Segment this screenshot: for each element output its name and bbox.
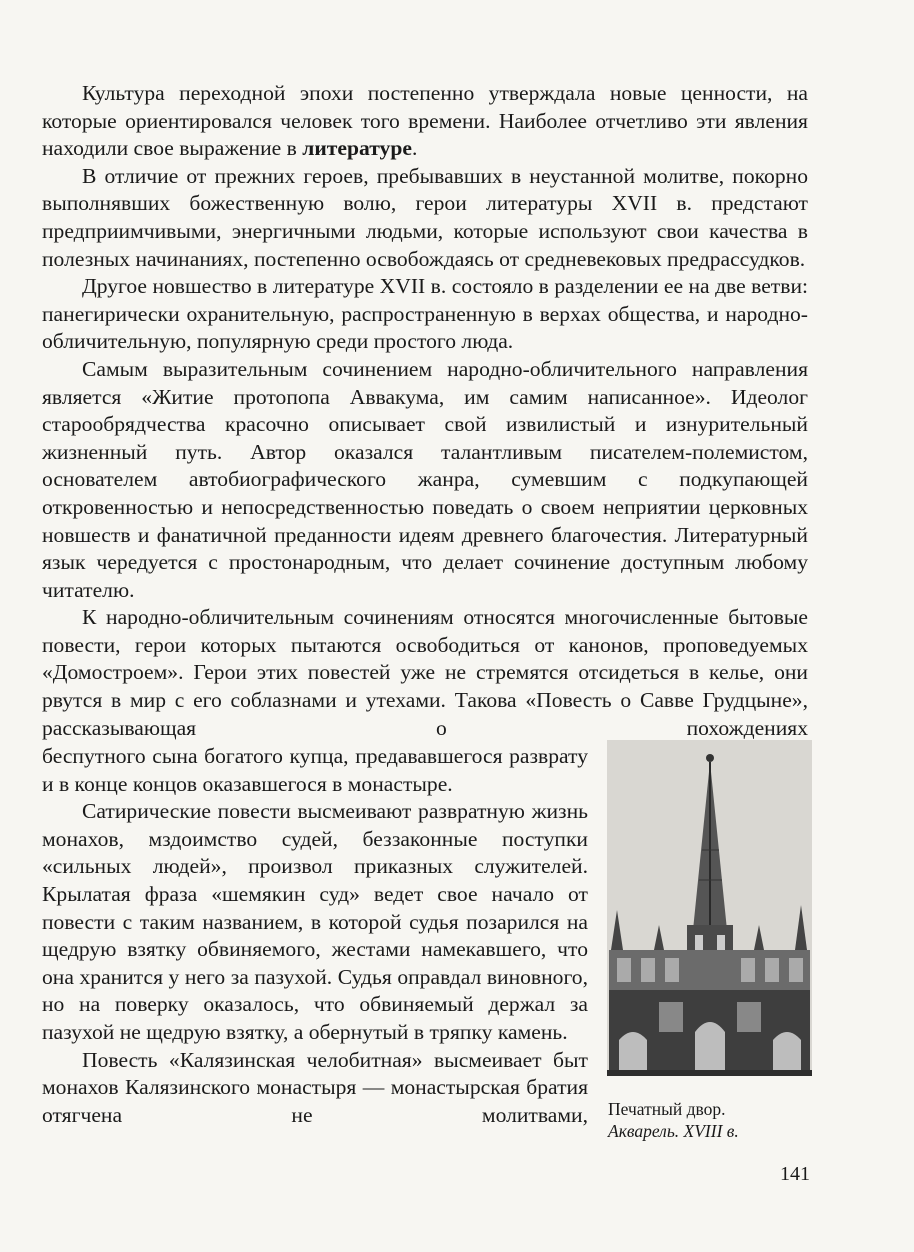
printing-yard-illustration — [607, 740, 812, 1076]
main-text-full-width — [42, 80, 808, 742]
paragraph-7: Повесть «Калязинская челобитная» высмеивает быт монахов Калязинского монастыря — монастырская братия отягчена не молитвами, — [42, 1047, 588, 1127]
paragraph-4: Самым выразительным сочинением народно-обличительного направления является «Житие протопопа Аввакума, им самим написанное». Идеолог старообрядчества красочно описывает свой извилистый и изнурительный жизненный путь. Автор оказался талантливым писателем-полемистом, основателем автобиографического жанра, сумевшим с подкупающей откровенностью и непосредственностью поведать о своем неприятии церковных новшеств и фанатичной преданности идеям древнего благочестия. Литературный язык чередуется с простонародным, что делает сочинение доступным любому читателю. — [42, 356, 808, 602]
printing-yard-drawing — [607, 740, 812, 1076]
paragraph-2: В отличие от прежних героев, пребывавших в неустанной молитве, покорно выполнявших божественную волю, герои литературы XVII в. предстают предприимчивыми, энергичными людьми, которые используют свои качества в полезных начинаниях, постепенно освобождаясь от средневековых предрассудков. — [42, 163, 808, 271]
page-number: 141 — [780, 1163, 810, 1185]
paragraph-5-continued: беспутного сына богатого купца, предававшегося разврату и в конце концов оказавшегося в монастыре. — [42, 744, 588, 796]
paragraph-3: Другое новшество в литературе XVII в. состояло в разделении ее на две ветви: панегирически охранительную, распространенную в верхах общества, и народно-обличительную, популярную среди простого люда. — [42, 274, 808, 354]
paragraph-1: Культура переходной эпохи постепенно утверждала новые ценности, на которые ориентировался человек того времени. Наиболее отчетливо эти явления находили свое выражение в литературе. — [42, 81, 808, 161]
paragraph-6: Сатирические повести высмеивают развратную жизнь монахов, мздоимство судей, беззаконные поступки «сильных людей», произвол приказных служителей. Крылатая фраза «шемякин суд» ведет свое начало от повести с таким названием, в которой судья позарился на щедрую взятку обвиняемого, жестами намекавшего, что она хранится у него за пазухой. Судья оправдал виновного, но на поверку оказалось, что обвиняемый держал за пазухой не щедрую взятку, а обернутый в тряпку камень. — [42, 799, 588, 1044]
caption-subtitle: Акварель. XVIII в. — [608, 1121, 739, 1141]
main-text-narrow-column — [42, 743, 588, 1129]
bold-term: литературе — [302, 136, 412, 161]
paragraph-5: К народно-обличительным сочинениям относятся многочисленные бытовые повести, герои которых пытаются освободиться от канонов, проповедуемых «Домостроем». Герои этих повестей уже не стремятся отсидеться в келье, они рвутся в мир с его соблазнами и утехами. Такова «Повесть о Савве Грудцыне», рассказывающая о похождениях — [42, 605, 808, 740]
caption-title: Печатный двор. — [608, 1099, 726, 1119]
figure-caption — [608, 1098, 818, 1142]
